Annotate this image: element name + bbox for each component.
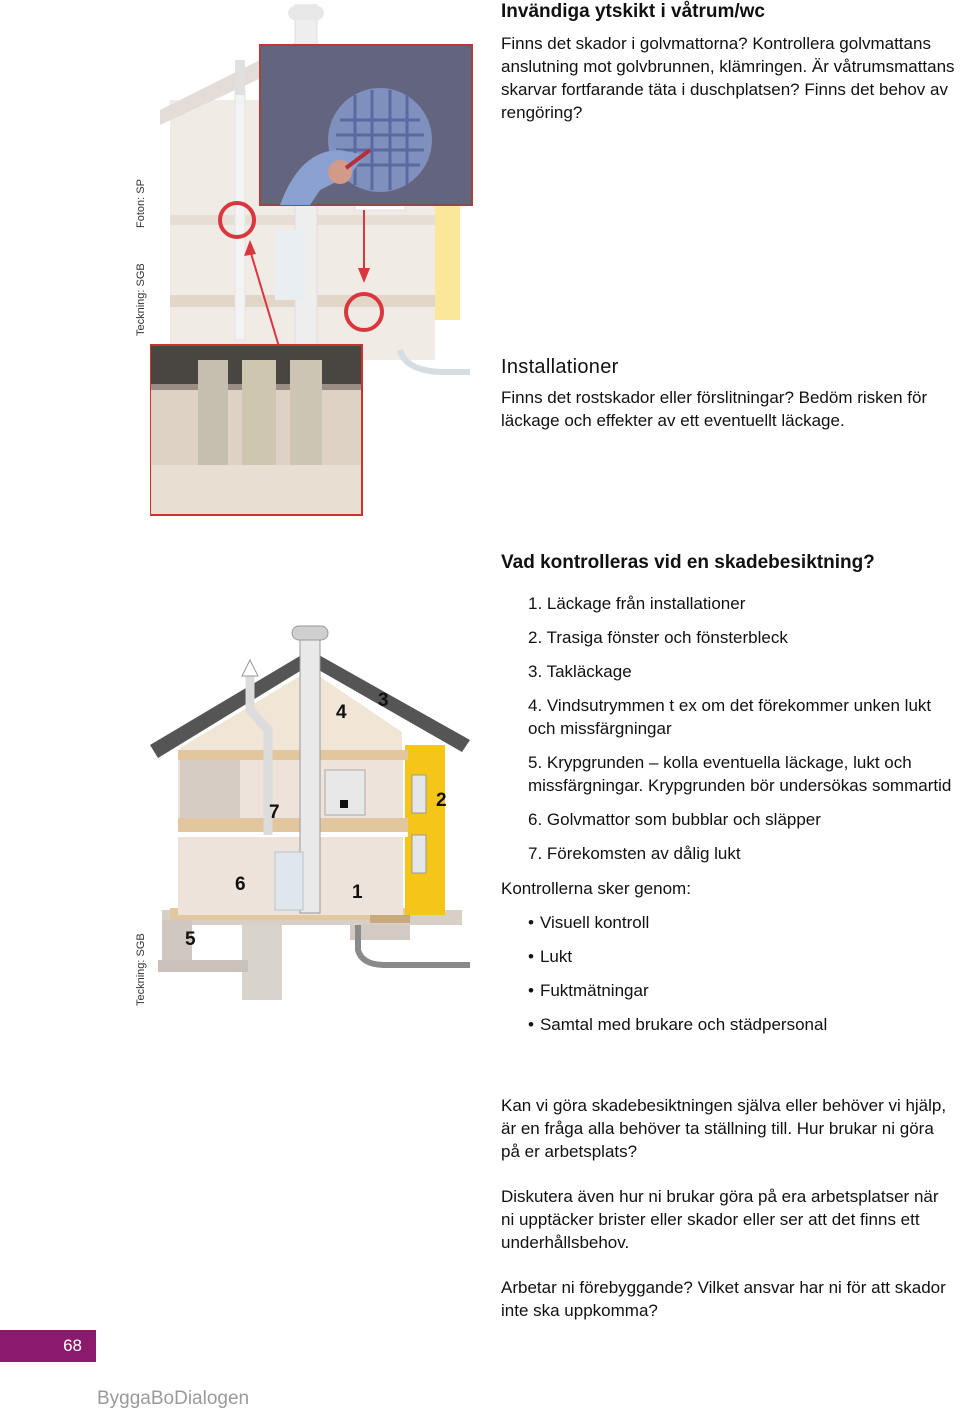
label-5: 5 xyxy=(185,929,196,950)
page-number-tab xyxy=(0,1330,96,1362)
drawing-credit-top: Teckning: SGB xyxy=(135,263,147,336)
checklist-item: 1. Läckage från installationer xyxy=(528,594,746,613)
checklist-item: 4. Vindsutrymmen t ex om det förekommer unken lukt och missfärgningar xyxy=(528,696,932,738)
page-number: 68 xyxy=(63,1336,82,1355)
installations-section xyxy=(501,353,956,432)
checklist-item: 5. Krypgrunden – kolla eventuella läckage, lukt och missfärgningar. Krypgrunden bör undersökas sommartid xyxy=(528,753,952,795)
checklist-heading: Vad kontrolleras vid en skadebesiktning? xyxy=(501,552,875,573)
label-6: 6 xyxy=(235,874,246,895)
installations-heading: Installationer xyxy=(501,356,619,378)
discussion-paragraph: Diskutera även hur ni brukar göra på era arbetsplatser när ni upptäcker brister eller skador eller ser att det finns ett underhållsbehov. xyxy=(501,1187,939,1252)
checklist-item: 7. Förekomsten av dålig lukt xyxy=(528,844,741,863)
drawing-credit-bottom: Teckning: SGB xyxy=(135,933,147,1006)
method-item: • Visuell kontroll xyxy=(528,911,956,934)
checklist-section xyxy=(501,550,956,1047)
label-1: 1 xyxy=(352,882,363,903)
method-intro: Kontrollerna sker genom: xyxy=(501,879,691,898)
checklist-item: 2. Trasiga fönster och fönsterbleck xyxy=(528,628,788,647)
discussion-paragraph: Kan vi göra skadebesiktningen själva eller behöver vi hjälp, är en fråga alla behöver ta ställning till. Hur brukar ni göra på er arbetsplats? xyxy=(501,1096,947,1161)
photo-credit: Foton: SP xyxy=(135,179,147,228)
label-7: 7 xyxy=(269,802,280,823)
checklist-list xyxy=(501,592,956,865)
top-illustration xyxy=(150,0,490,520)
method-item: • Samtal med brukare och städpersonal xyxy=(528,1013,956,1036)
label-4: 4 xyxy=(336,702,347,723)
installations-body: Finns det rostskador eller förslitningar? Bedöm risken för läckage och effekter av ett eventuellt läckage. xyxy=(501,388,928,430)
faded-house-drawing xyxy=(150,0,490,520)
publication-name: ByggaBoDialogen xyxy=(97,1388,250,1409)
wetroom-body: Finns det skador i golvmattorna? Kontrollera golvmattans anslutning mot golvbrunnen, klämringen. Är våtrumsmattans skarvar fortfarande täta i duschplatsen? Finns det behov av rengöring? xyxy=(501,34,955,122)
discussion-section xyxy=(501,1094,956,1322)
method-list xyxy=(501,911,956,1036)
method-item: • Fuktmätningar xyxy=(528,979,956,1002)
wetroom-section xyxy=(501,0,956,124)
checklist-item: 3. Takläckage xyxy=(528,662,632,681)
label-2: 2 xyxy=(436,790,447,811)
wetroom-heading: Invändiga ytskikt i våtrum/wc xyxy=(501,1,765,22)
method-item: • Lukt xyxy=(528,945,956,968)
checklist-item: 6. Golvmattor som bubblar och släpper xyxy=(528,810,821,829)
discussion-paragraph: Arbetar ni förebyggande? Vilket ansvar har ni för att skador inte ska uppkomma? xyxy=(501,1278,946,1320)
house-illustration xyxy=(140,620,480,1015)
label-3: 3 xyxy=(378,690,389,711)
house-cross-section xyxy=(140,620,480,1015)
